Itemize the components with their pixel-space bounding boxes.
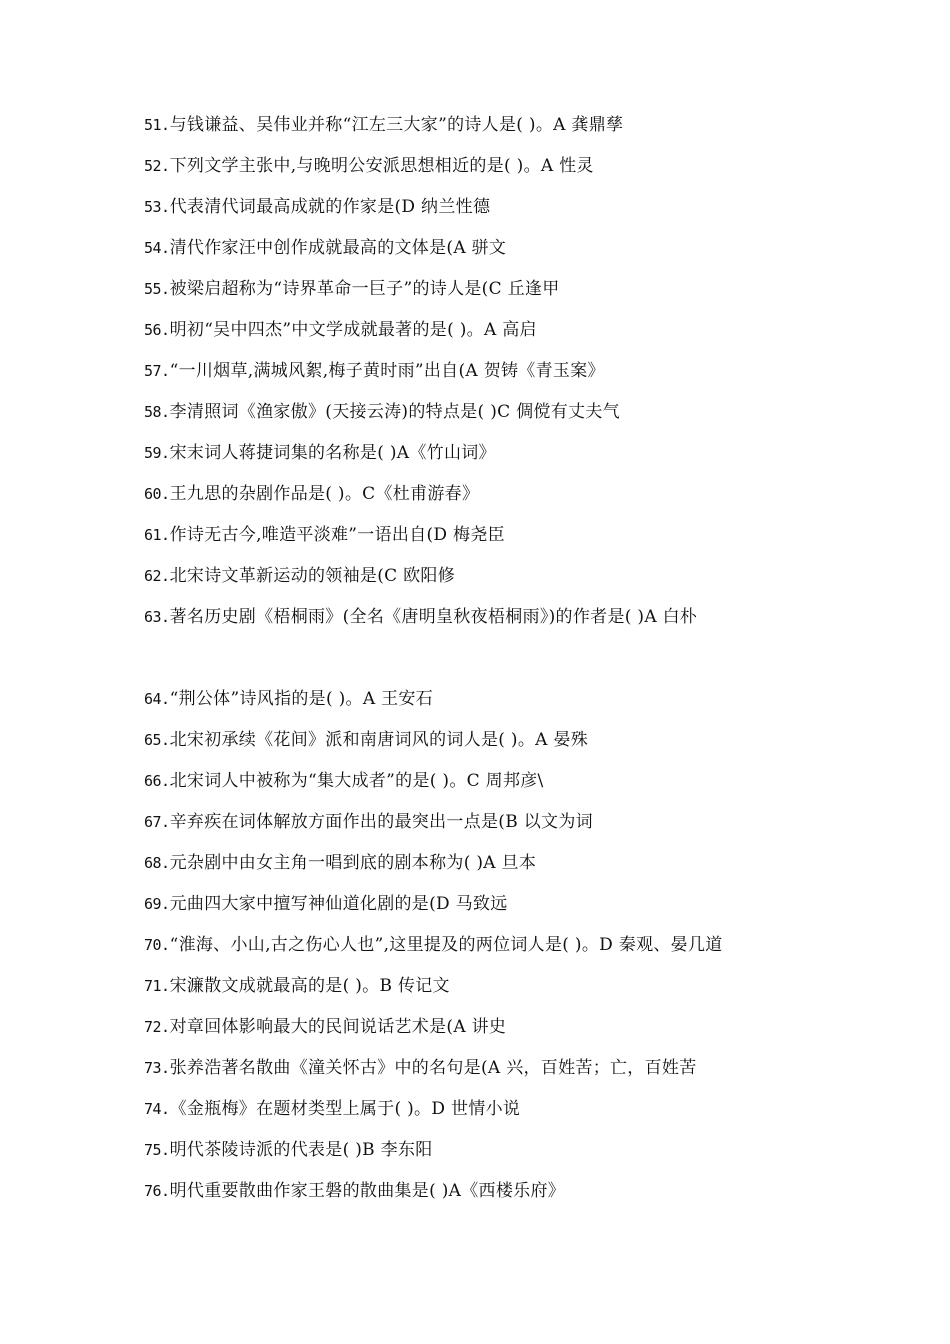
question-number: 53. (144, 198, 170, 216)
question-item (144, 729, 824, 751)
question-text: “一川烟草,满城风絮,梅子黄时雨”出自(A 贺铸《青玉案》 (169, 361, 605, 381)
question-number: 73. (144, 1059, 170, 1077)
question-text: 下列文学主张中,与晚明公安派思想相近的是( )。A 性灵 (169, 156, 594, 176)
question-item (144, 1139, 824, 1161)
question-item (144, 278, 824, 300)
question-number: 67. (144, 813, 170, 831)
question-number: 52. (144, 157, 170, 175)
question-number: 70. (144, 936, 170, 954)
question-item (144, 565, 824, 587)
question-number: 59. (144, 444, 170, 462)
question-number: 75. (144, 1141, 170, 1159)
question-text: 作诗无古今,唯造平淡难”一语出自(D 梅尧臣 (169, 525, 505, 545)
question-number: 62. (144, 567, 170, 585)
question-text: 明代茶陵诗派的代表是( )B 李东阳 (169, 1140, 433, 1160)
question-text: 与钱谦益、吴伟业并称“江左三大家”的诗人是( )。A 龚鼎孳 (169, 115, 624, 135)
question-item (144, 1057, 824, 1079)
question-item (144, 1016, 824, 1038)
question-number: 71. (144, 977, 170, 995)
question-item (144, 770, 824, 792)
question-text: 对章回体影响最大的民间说话艺术是(A 讲史 (169, 1017, 507, 1037)
question-item (144, 114, 824, 136)
question-item (144, 155, 824, 177)
question-number: 60. (144, 485, 170, 503)
question-text: 辛弃疾在词体解放方面作出的最突出一点是(B 以文为词 (169, 812, 593, 832)
question-number: 57. (144, 362, 170, 380)
question-text: 《金瓶梅》在题材类型上属于( )。D 世情小说 (169, 1099, 521, 1119)
question-text: 明初“吴中四杰”中文学成就最著的是( )。A 高启 (169, 320, 537, 340)
question-text: 被梁启超称为“诗界革命一巨子”的诗人是(C 丘逢甲 (169, 279, 560, 299)
question-number: 58. (144, 403, 170, 421)
question-item (144, 975, 824, 997)
question-item (144, 934, 824, 956)
question-text: 宋濂散文成就最高的是( )。B 传记文 (169, 976, 450, 996)
question-number: 63. (144, 608, 170, 626)
question-text: 清代作家汪中创作成就最高的文体是(A 骈文 (169, 238, 507, 258)
question-item (144, 442, 824, 464)
question-text: 宋末词人蒋捷词集的名称是( )A《竹山词》 (169, 443, 496, 463)
question-number: 68. (144, 854, 170, 872)
question-item (144, 401, 824, 423)
question-text: “荆公体”诗风指的是( )。A 王安石 (169, 689, 434, 709)
question-number: 64. (144, 690, 170, 708)
question-text: 北宋词人中被称为“集大成者”的是( )。C 周邦彦\ (169, 771, 544, 791)
question-text: 北宋诗文革新运动的领袖是(C 欧阳修 (169, 566, 456, 586)
question-item (144, 319, 824, 341)
question-number: 72. (144, 1018, 170, 1036)
question-list (144, 114, 824, 1221)
question-text: 元杂剧中由女主角一唱到底的剧本称为( )A 旦本 (169, 853, 537, 873)
question-number: 55. (144, 280, 170, 298)
question-item (144, 1098, 824, 1120)
question-text: 北宋初承续《花间》派和南唐词风的词人是( )。A 晏殊 (169, 730, 589, 750)
question-text: 明代重要散曲作家王磐的散曲集是( )A《西楼乐府》 (169, 1181, 566, 1201)
question-item (144, 852, 824, 874)
question-item (144, 1180, 824, 1202)
question-item (144, 483, 824, 505)
question-item (144, 811, 824, 833)
question-item (144, 524, 824, 546)
question-text: 李清照词《渔家傲》(天接云涛)的特点是( )C 倜傥有丈夫气 (169, 402, 620, 422)
question-item (144, 606, 824, 628)
question-item (144, 688, 824, 710)
question-text: 王九思的杂剧作品是( )。C《杜甫游春》 (169, 484, 480, 504)
question-number: 74. (144, 1100, 170, 1118)
question-item (144, 360, 824, 382)
question-number: 76. (144, 1182, 170, 1200)
question-text: 元曲四大家中擅写神仙道化剧的是(D 马致远 (169, 894, 508, 914)
question-item (144, 237, 824, 259)
question-number: 65. (144, 731, 170, 749)
question-text: 著名历史剧《梧桐雨》(全名《唐明皇秋夜梧桐雨》)的作者是( )A 白朴 (169, 607, 698, 627)
question-item (144, 893, 824, 915)
question-number: 69. (144, 895, 170, 913)
question-number: 61. (144, 526, 170, 544)
question-text: 代表清代词最高成就的作家是(D 纳兰性德 (169, 197, 491, 217)
question-number: 56. (144, 321, 170, 339)
question-text: “淮海、小山,古之伤心人也”,这里提及的两位词人是( )。D 秦观、晏几道 (169, 935, 723, 955)
question-number: 66. (144, 772, 170, 790)
question-number: 51. (144, 116, 170, 134)
question-text: 张养浩著名散曲《潼关怀古》中的名句是(A 兴，百姓苦；亡，百姓苦 (169, 1058, 697, 1078)
question-number: 54. (144, 239, 170, 257)
question-item (144, 196, 824, 218)
